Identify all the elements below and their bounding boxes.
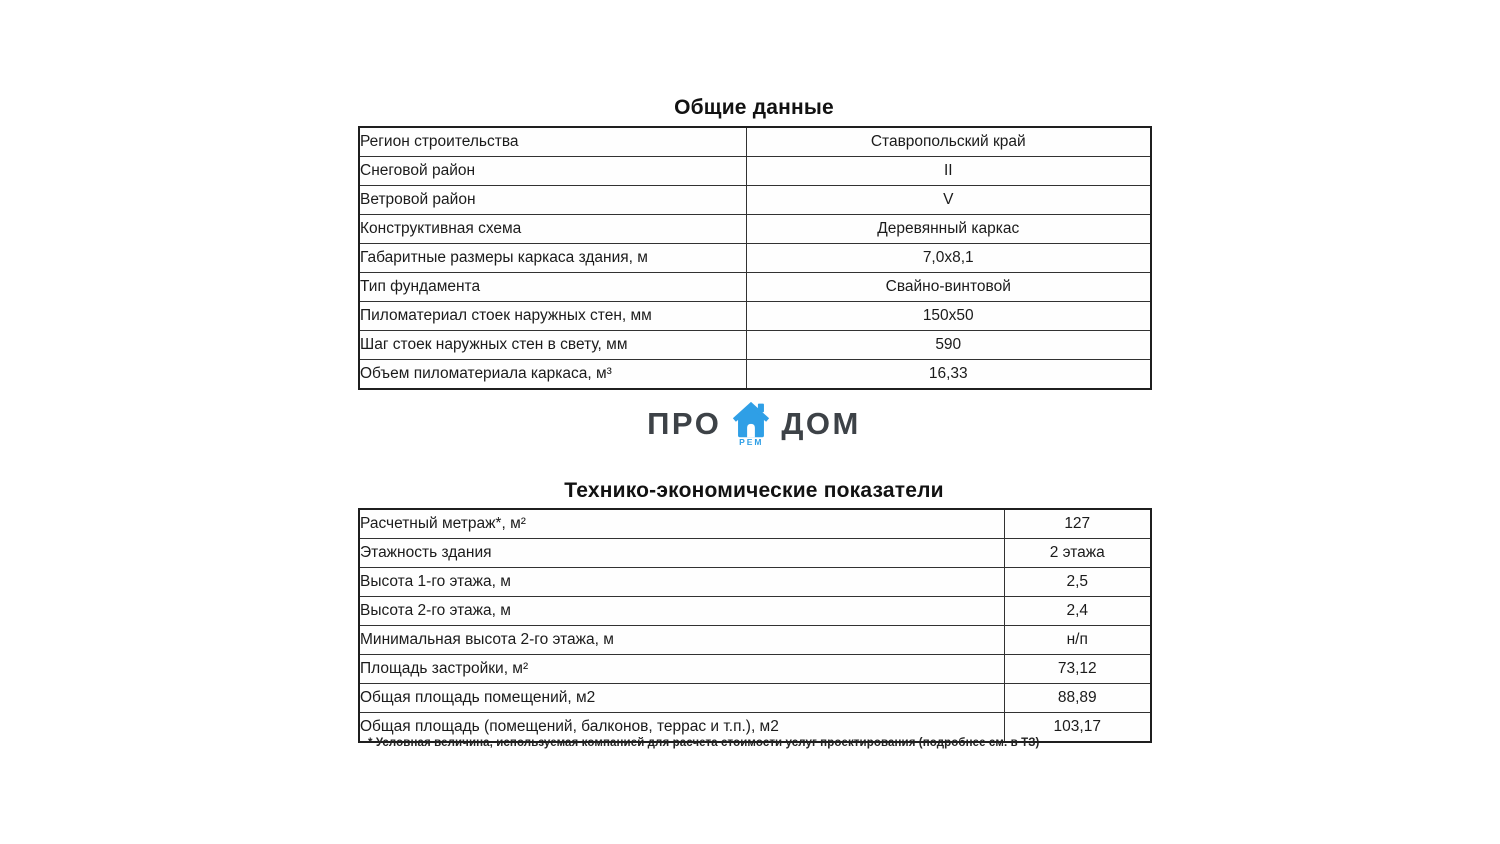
table-row (359, 331, 1151, 360)
row-label: Объем пиломатериала каркаса, м³ (359, 360, 746, 390)
row-value: 2,5 (1004, 568, 1151, 597)
row-value: 88,89 (1004, 684, 1151, 713)
row-label: Тип фундамента (359, 273, 746, 302)
row-label: Расчетный метраж*, м² (359, 509, 1004, 539)
row-value: Свайно-винтовой (746, 273, 1151, 302)
row-value: 590 (746, 331, 1151, 360)
table-row (359, 509, 1151, 539)
prodom-logo (358, 397, 1150, 449)
row-label: Общая площадь (помещений, балконов, террас и т.п.), м2 (359, 713, 1004, 743)
table-row (359, 568, 1151, 597)
row-value: II (746, 157, 1151, 186)
table-row (359, 127, 1151, 157)
logo-text-rem: РЕМ (739, 437, 764, 448)
technical-indicators-table (358, 508, 1152, 743)
table-row (359, 157, 1151, 186)
row-value: 150х50 (746, 302, 1151, 331)
row-value: Деревянный каркас (746, 215, 1151, 244)
table-row (359, 244, 1151, 273)
row-value: 2,4 (1004, 597, 1151, 626)
table-row (359, 684, 1151, 713)
footnote: * Условная величина, используемая компанией для расчета стоимости услуг проектирования (подробнее см. в ТЗ) (368, 737, 1040, 749)
row-label: Минимальная высота 2-го этажа, м (359, 626, 1004, 655)
row-value: 2 этажа (1004, 539, 1151, 568)
row-label: Габаритные размеры каркаса здания, м (359, 244, 746, 273)
row-label: Ветровой район (359, 186, 746, 215)
table-row (359, 302, 1151, 331)
logo-text-pro: ПРО (647, 405, 722, 441)
row-label: Шаг стоек наружных стен в свету, мм (359, 331, 746, 360)
row-label: Высота 2-го этажа, м (359, 597, 1004, 626)
row-value: н/п (1004, 626, 1151, 655)
row-value: V (746, 186, 1151, 215)
row-value: 73,12 (1004, 655, 1151, 684)
row-label: Этажность здания (359, 539, 1004, 568)
house-icon (732, 401, 770, 447)
table-row (359, 215, 1151, 244)
row-label: Высота 1-го этажа, м (359, 568, 1004, 597)
row-value: 103,17 (1004, 713, 1151, 743)
row-label: Площадь застройки, м² (359, 655, 1004, 684)
row-label: Пиломатериал стоек наружных стен, мм (359, 302, 746, 331)
table-row (359, 186, 1151, 215)
row-value: 16,33 (746, 360, 1151, 390)
table-row (359, 360, 1151, 390)
table-row (359, 597, 1151, 626)
row-value: 127 (1004, 509, 1151, 539)
row-value: Ставропольский край (746, 127, 1151, 157)
logo-text-dom: ДОМ (781, 405, 861, 441)
row-label: Конструктивная схема (359, 215, 746, 244)
table-row (359, 626, 1151, 655)
general-table-title: Общие данные (674, 96, 834, 119)
table-row (359, 273, 1151, 302)
row-label: Снеговой район (359, 157, 746, 186)
table-row (359, 539, 1151, 568)
row-label: Общая площадь помещений, м2 (359, 684, 1004, 713)
general-data-table (358, 126, 1152, 390)
table-row (359, 655, 1151, 684)
row-value: 7,0х8,1 (746, 244, 1151, 273)
row-label: Регион строительства (359, 127, 746, 157)
indicators-table-title: Технико-экономические показатели (564, 479, 944, 502)
